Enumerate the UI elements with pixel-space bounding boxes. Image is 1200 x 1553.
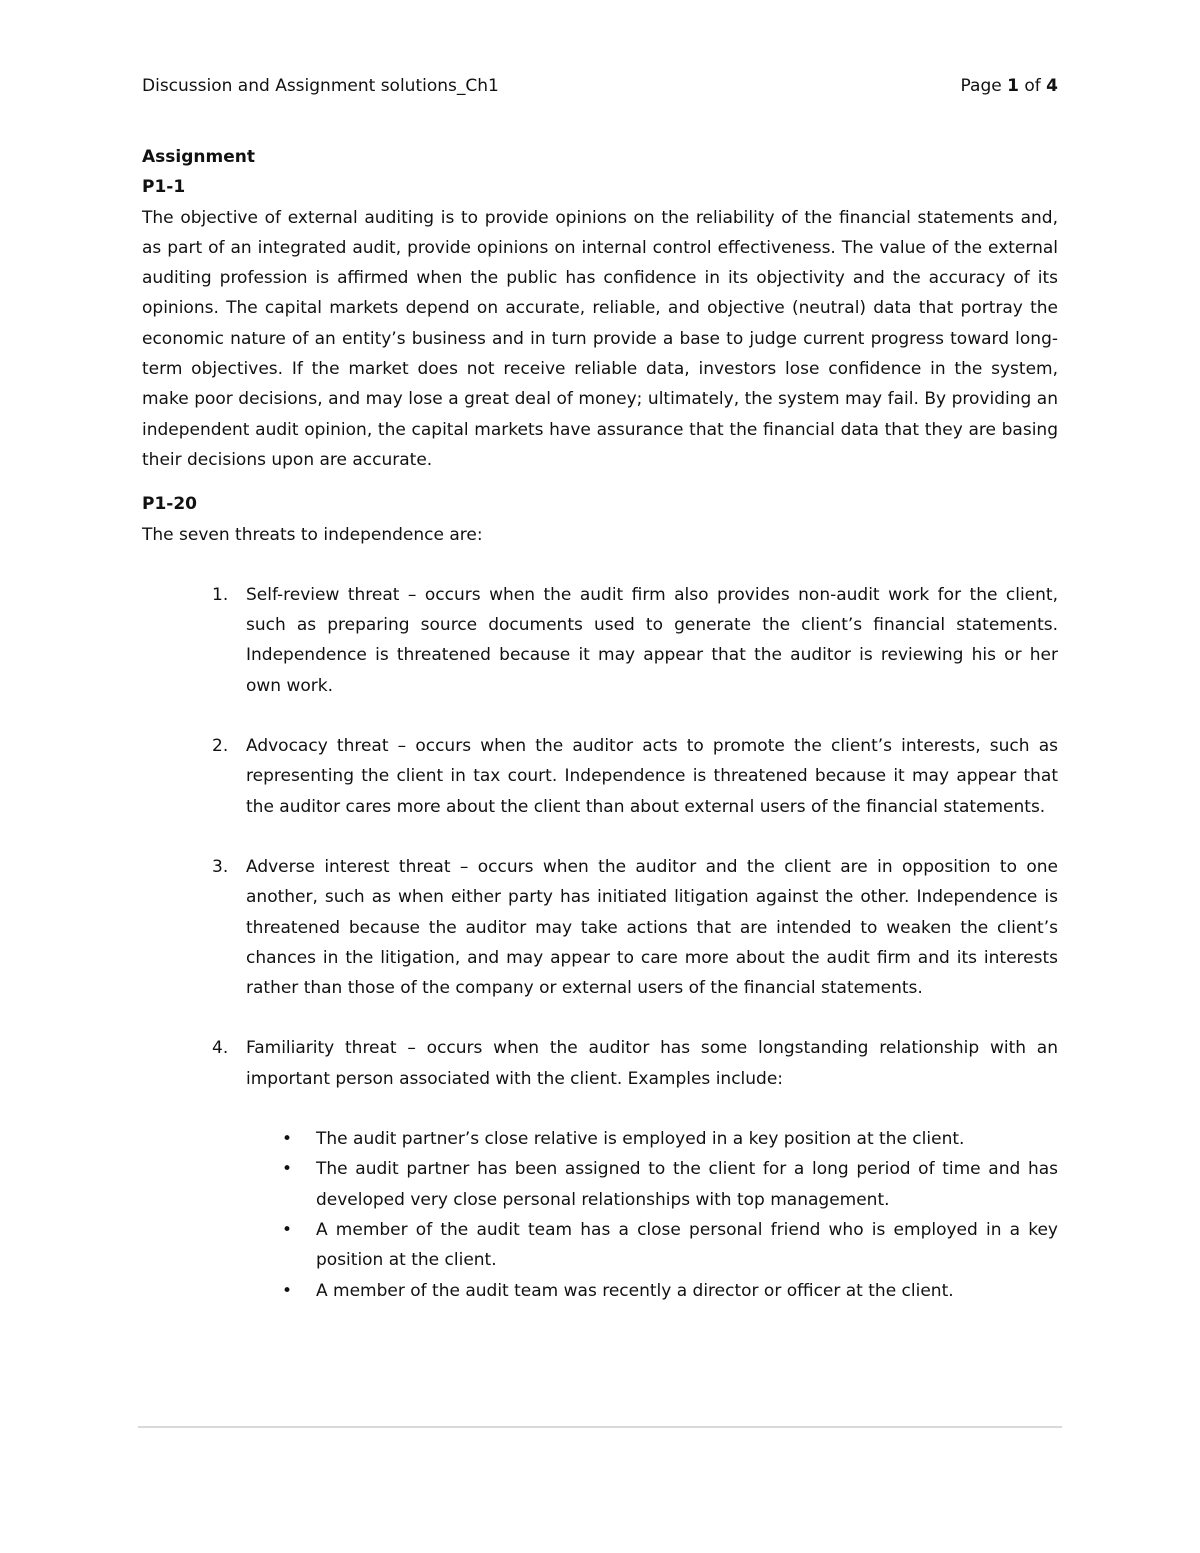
list-number: 3. xyxy=(212,856,229,877)
bullet-icon: • xyxy=(282,1280,293,1301)
assignment-heading: Assignment xyxy=(142,147,255,167)
threats-list xyxy=(142,580,1058,1306)
list-item xyxy=(142,1033,1058,1305)
footer-divider xyxy=(138,1426,1062,1428)
list-item-text: Advocacy threat – occurs when the auditor acts to promote the client’s interests, such as representing the client in tax court. Independence is threatened because it may appear that the auditor cares more about the client than about external users of the financial statements. xyxy=(246,736,1058,817)
bullet-text: The audit partner’s close relative is employed in a key position at the client. xyxy=(316,1129,965,1150)
list-item xyxy=(142,852,1058,1003)
spacer xyxy=(142,550,1058,580)
bullet-icon: • xyxy=(282,1219,293,1240)
list-item xyxy=(142,731,1058,822)
document-body xyxy=(142,142,1058,1306)
spacer xyxy=(142,475,1058,489)
page-current: 1 xyxy=(1007,76,1019,96)
p1-20-intro: The seven threats to independence are: xyxy=(142,524,483,545)
bullet-text: A member of the audit team has a close personal friend who is employed in a key position at the client. xyxy=(316,1219,1058,1271)
bullet-icon: • xyxy=(282,1129,293,1150)
bullet-item xyxy=(246,1154,1058,1215)
page-header xyxy=(142,72,1058,100)
p1-1-label: P1-1 xyxy=(142,177,186,198)
examples-list xyxy=(246,1124,1058,1306)
bullet-item xyxy=(246,1276,1058,1306)
bullet-icon: • xyxy=(282,1159,293,1180)
list-item-text: Adverse interest threat – occurs when the auditor and the client are in opposition to one another, such as when either party has initiated litigation against the other. Independence is threatened because the auditor may take actions that are intended to weaken the client’s chances in the litigation, and may appear to care more about the audit firm and its interests rather than those of the company or external users of the financial statements. xyxy=(246,856,1058,999)
bullet-text: The audit partner has been assigned to the client for a long period of time and has developed very close personal relationships with top management. xyxy=(316,1159,1058,1210)
bullet-item xyxy=(246,1124,1058,1154)
page-prefix: Page xyxy=(960,76,1002,96)
list-number: 2. xyxy=(212,736,229,757)
list-item xyxy=(142,580,1058,701)
list-item-text: Self-review threat – occurs when the audit firm also provides non-audit work for the client, such as preparing source documents used to generate the client’s financial statements. Independence is threatened because it may appear that the auditor is reviewing his or her own work. xyxy=(246,584,1058,696)
page-total: 4 xyxy=(1046,76,1058,96)
list-item-text: Familiarity threat – occurs when the auditor has some longstanding relationship with an important person associated with the client. Examples include: xyxy=(246,1038,1058,1089)
p1-1-paragraph: The objective of external auditing is to provide opinions on the reliability of the financial statements and, as part of an integrated audit, provide opinions on internal control effectiveness. The value of the external auditing profession is affirmed when the public has confidence in its objectivity and the accuracy of its opinions. The capital markets depend on accurate, reliable, and objective (neutral) data that portray the economic nature of an entity’s business and in turn provide a base to judge current progress toward long-term objectives. If the market does not receive reliable data, investors lose confidence in the system, make poor decisions, and may lose a great deal of money; ultimately, the system may fail. By providing an independent audit opinion, the capital markets have assurance that the financial data that they are basing their decisions upon are accurate. xyxy=(142,207,1058,470)
document-title: Discussion and Assignment solutions_Ch1 xyxy=(142,76,499,96)
list-number: 4. xyxy=(212,1038,229,1059)
list-number: 1. xyxy=(212,584,229,605)
page-of: of xyxy=(1024,76,1041,96)
bullet-item xyxy=(246,1215,1058,1276)
p1-20-label: P1-20 xyxy=(142,494,198,515)
page-number xyxy=(961,76,1058,96)
bullet-text: A member of the audit team was recently a director or officer at the client. xyxy=(316,1280,954,1301)
